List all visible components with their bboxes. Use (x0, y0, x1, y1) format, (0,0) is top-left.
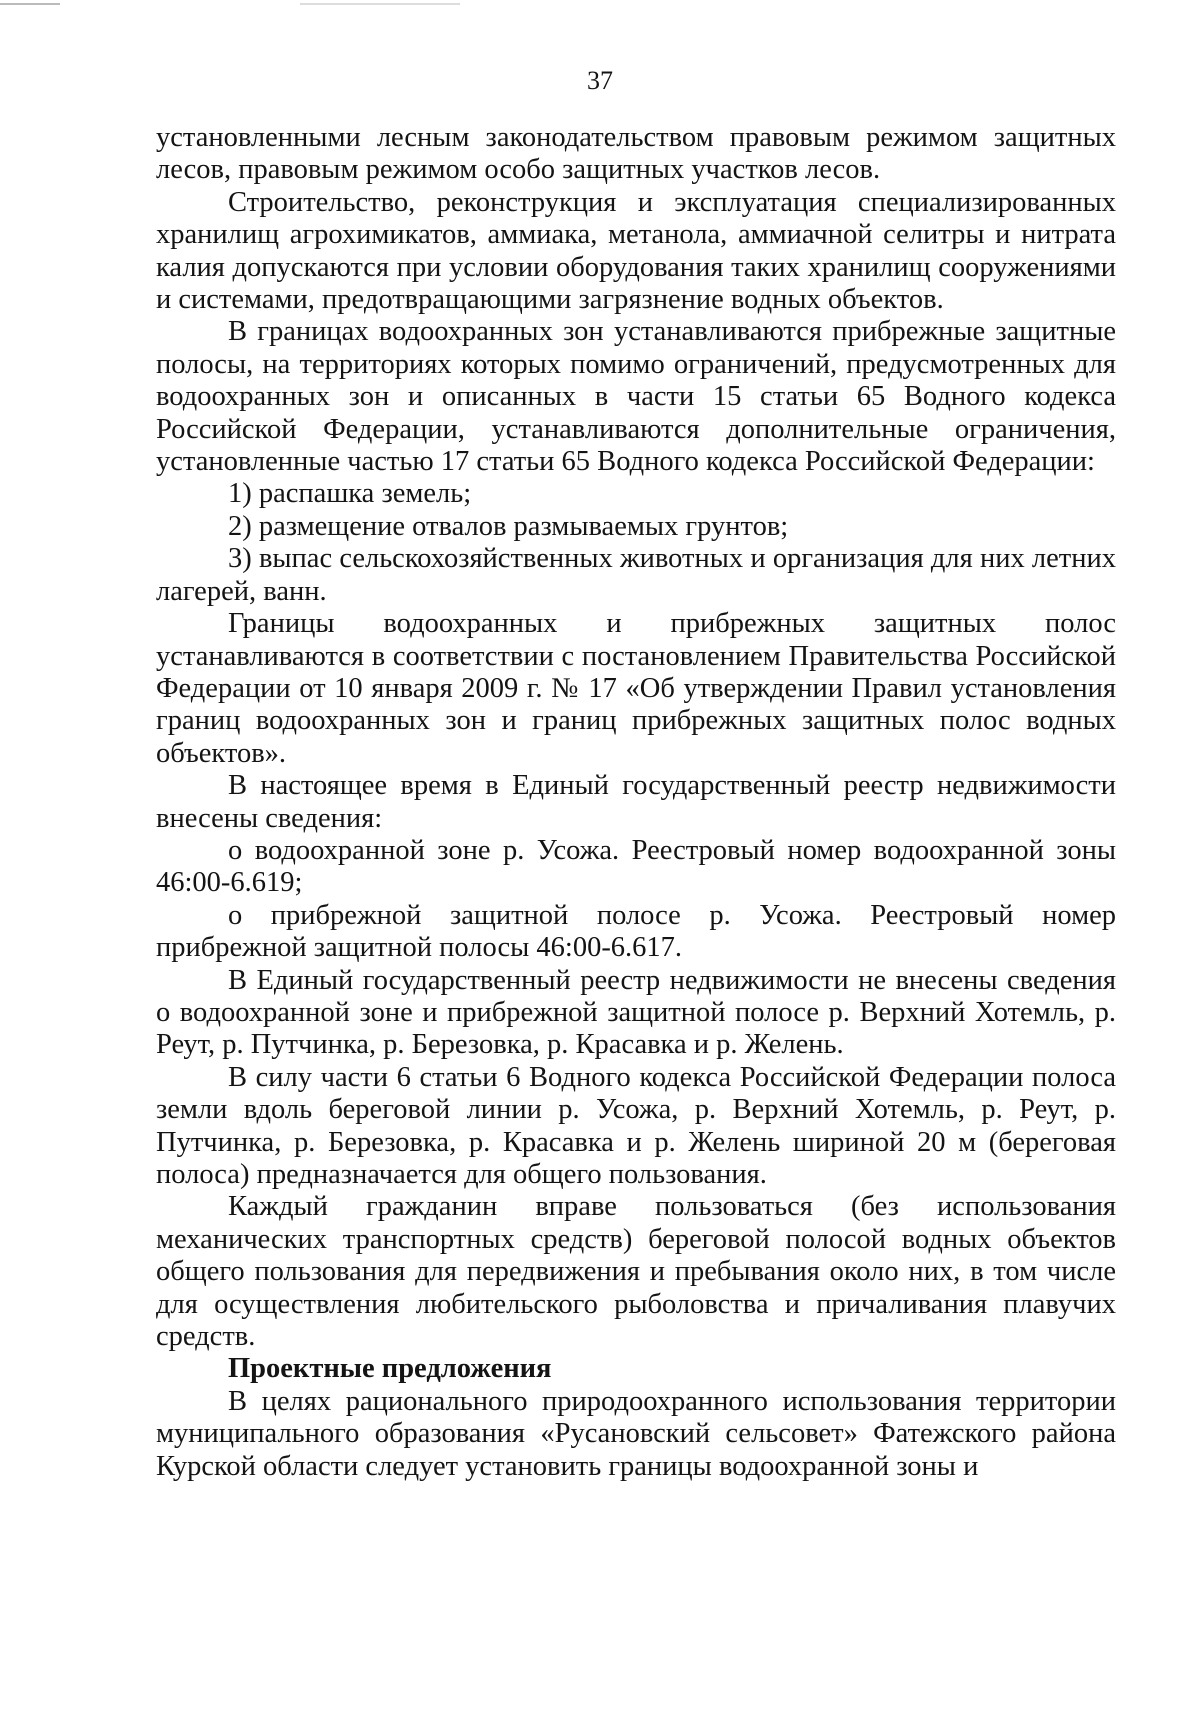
list-item: 2) размещение отвалов размываемых грунтов; (228, 510, 789, 542)
paragraph: Каждый гражданин вправе пользоваться (без использования механических транспортных средств) береговой полосой водных объектов общего пользования для передвижения и пребывания около них, в том числе для осуществления любительского рыболовства и причаливания плавучих средств. (156, 1191, 1116, 1353)
page-number: 37 (587, 66, 613, 95)
paragraph: о водоохранной зоне р. Усожа. Реестровый номер водоохранной зоны 46:00-6.619; (156, 834, 1116, 899)
paragraph: о прибрежной защитной полосе р. Усожа. Реестровый номер прибрежной защитной полосы 46:00-6.617. (156, 899, 1116, 964)
paragraph: Строительство, реконструкция и эксплуатация специализированных хранилищ агрохимикатов, аммиака, метанола, аммиачной селитры и нитрата калия допускаются при условии оборудования таких хранилищ сооружениями и системами, предотвращающими загрязнение водных объектов. (156, 186, 1116, 316)
paragraph: установленными лесным законодательством правовым режимом защитных лесов, правовым режимом особо защитных участков лесов. (156, 122, 1116, 186)
paragraph: В границах водоохранных зон устанавливаются прибрежные защитные полосы, на территориях которых помимо ограничений, предусмотренных для водоохранных зон и описанных в части 15 статьи 65 Водного кодекса Российской Федерации, устанавливаются дополнительные ограничения, установленные частью 17 статьи 65 Водного кодекса Российской Федерации: (156, 316, 1116, 478)
paragraph: В целях рационального природоохранного использования территории муниципального образования «Русановский сельсовет» Фатежского района Курской области следует установить границы водоохранной зоны и (156, 1385, 1116, 1482)
paragraph: Границы водоохранных и прибрежных защитных полос устанавливаются в соответствии с постановлением Правительства Российской Федерации от 10 января 2009 г. № 17 «Об утверждении Правил установления границ водоохранных зон и границ прибрежных защитных полос водных объектов». (156, 608, 1116, 769)
list-item: 3) выпас сельскохозяйственных животных и организация для них летних лагерей, ванн. (156, 543, 1116, 607)
list-item: 1) распашка земель; (228, 478, 472, 510)
section-heading: Проектные предложения (228, 1353, 552, 1385)
paragraph: В Единый государственный реестр недвижимости не внесены сведения о водоохранной зоне и прибрежной защитной полосе р. Верхний Хотемль, р. Реут, р. Путчинка, р. Березовка, р. Красавка и р. Желень. (156, 964, 1116, 1061)
scan-artifact (0, 3, 60, 5)
scan-artifact (300, 3, 460, 5)
paragraph: В силу части 6 статьи 6 Водного кодекса Российской Федерации полоса земли вдоль береговой линии р. Усожа, р. Верхний Хотемль, р. Реут, р. Путчинка, р. Березовка, р. Красавка и р. Желень шириной 20 м (береговая полоса) предназначается для общего пользования. (156, 1061, 1116, 1190)
document-body (156, 122, 1116, 1483)
paragraph: В настоящее время в Единый государственный реестр недвижимости внесены сведения: (156, 770, 1116, 834)
